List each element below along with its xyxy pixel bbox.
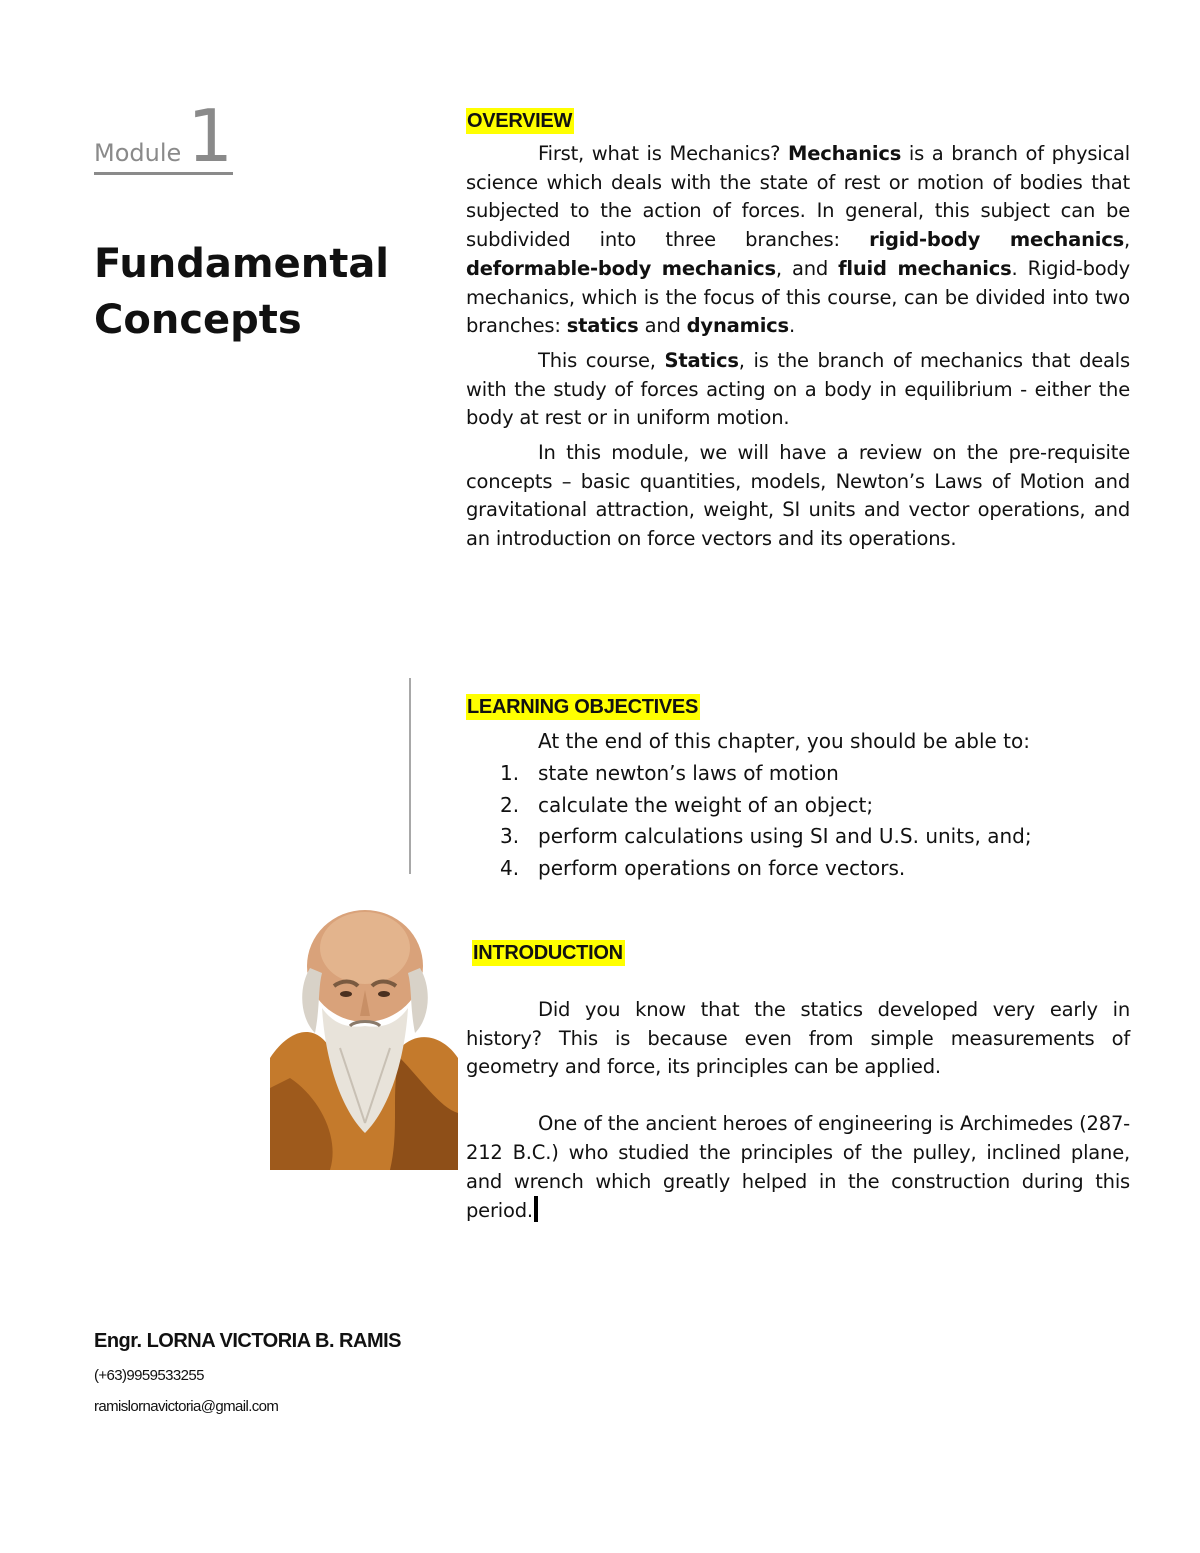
author-phone: (+63)9959533255 [94, 1367, 204, 1384]
term-dynamics: dynamics [686, 314, 789, 338]
overview-heading: OVERVIEW [467, 110, 573, 132]
term-rigid-body-mechanics: rigid-body mechanics [869, 228, 1125, 252]
vertical-divider [409, 678, 411, 874]
text-run: One of the ancient heroes of engineering is Archimedes (287-212 B.C.) who studied the principles of the pulley, inclined plane, and wrench which greatly helped in the construction during this period. [466, 1112, 1130, 1223]
module-label: Module [94, 139, 182, 167]
author-name: Engr. LORNA VICTORIA B. RAMIS [94, 1330, 401, 1352]
title-line-2: Concepts [94, 297, 302, 343]
overview-section [466, 108, 1130, 554]
text-run: This course, [538, 348, 665, 372]
introduction-heading: INTRODUCTION [473, 942, 623, 964]
text-run: , and [775, 256, 839, 280]
objective-number: 3. [500, 824, 520, 848]
author-info [94, 1330, 401, 1429]
archimedes-portrait [270, 908, 458, 1170]
objective-item [466, 853, 1130, 885]
objectives-section [466, 694, 1130, 884]
title-line-1: Fundamental [94, 241, 390, 287]
objective-number: 1. [500, 761, 520, 785]
objective-text: state newton’s laws of motion [538, 761, 839, 785]
term-fluid-mechanics: fluid mechanics [838, 256, 1012, 280]
text-run: , [1124, 228, 1131, 252]
term-deformable-body-mechanics: deformable-body mechanics [466, 256, 776, 280]
objective-text: calculate the weight of an object; [538, 792, 874, 817]
objective-number: 4. [500, 855, 520, 880]
overview-paragraph-1 [466, 140, 1130, 341]
text-run: . [788, 314, 795, 338]
overview-paragraph-2 [466, 347, 1130, 433]
objective-item [466, 821, 1130, 853]
objectives-intro: At the end of this chapter, you should be able to: [538, 729, 1031, 753]
objective-item [466, 758, 1130, 790]
objective-text: perform operations on force vectors. [538, 855, 906, 880]
author-email: ramislornavictoria@gmail.com [94, 1398, 279, 1415]
introduction-section [466, 940, 1130, 1226]
paragraph-gap [466, 1082, 1130, 1110]
objectives-list [466, 758, 1130, 884]
term-statics-course: Statics [664, 348, 739, 372]
text-run: and [638, 314, 687, 338]
text-cursor [534, 1196, 538, 1222]
overview-paragraph-3: In this module, we will have a review on the pre-requisite concepts – basic quantities, models, Newton’s Laws of Motion and gravitational attraction, weight, SI units and vector operations, and an introduction on force vectors and its operations. [466, 441, 1130, 551]
term-statics: statics [566, 314, 639, 338]
document-title [94, 236, 394, 348]
objective-item [466, 790, 1130, 822]
term-mechanics: Mechanics [788, 142, 902, 165]
introduction-paragraph-2[interactable] [466, 1110, 1130, 1226]
objectives-heading: LEARNING OBJECTIVES [467, 696, 698, 718]
objective-number: 2. [500, 792, 520, 817]
objective-text: perform calculations using SI and U.S. units, and; [538, 824, 1032, 848]
text-run: . Rigid-body mechanics, which is the focus of this course, can be divided into two branches: [466, 256, 1131, 338]
text-run: First, what is Mechanics? [538, 142, 789, 165]
module-number: 1 [187, 94, 234, 178]
text-run: , is the branch of mechanics that deals with the study of forces acting on a body in equilibrium - either the body at rest or in uniform motion. [466, 348, 1130, 430]
text-run: is a branch of physical science which deals with the state of rest or motion of bodies that subjected to the action of forces. In general, this subject can be subdivided into three branches: [466, 142, 1130, 252]
introduction-paragraph-1: Did you know that the statics developed very early in history? This is because even from simple measurements of geometry and force, its principles can be applied. [466, 998, 1130, 1079]
module-heading [94, 94, 234, 178]
